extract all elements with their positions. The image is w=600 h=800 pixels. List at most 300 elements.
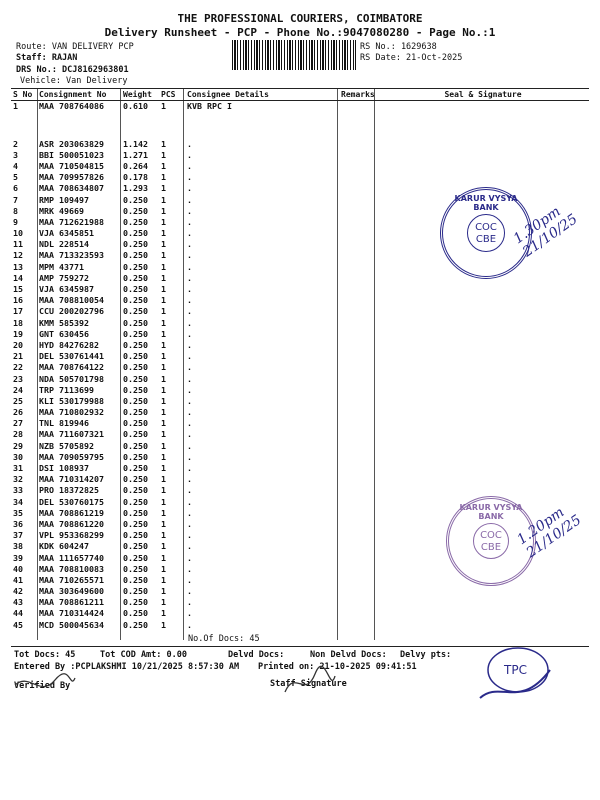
row-pcs: 1 (161, 284, 166, 295)
row-sno: 17 (13, 306, 23, 317)
table-row (11, 161, 589, 172)
row-remarks (339, 206, 377, 217)
row-remarks (339, 217, 377, 228)
table-row (11, 362, 589, 373)
row-remarks (339, 485, 377, 496)
row-weight: 0.250 (123, 250, 148, 261)
table-row (11, 385, 589, 396)
row-sno: 9 (13, 216, 18, 227)
row-pcs: 1 (161, 451, 166, 462)
row-pcs: 1 (161, 586, 166, 597)
row-seal (377, 318, 589, 329)
row-pcs: 1 (161, 183, 166, 194)
row-weight: 0.250 (123, 597, 148, 608)
row-consignment: DEL 530761441 (39, 351, 104, 362)
stamp-ring-text: KARUR VYSYA BANK (459, 503, 523, 521)
row-pcs: 1 (161, 530, 166, 541)
row-pcs: 1 (161, 362, 166, 373)
row-pcs: 1 (161, 440, 166, 451)
row-consignment: GNT 630456 (39, 328, 89, 339)
row-pcs: 1 (161, 597, 166, 608)
row-seal (377, 373, 589, 384)
row-seal (377, 407, 589, 418)
row-weight: 0.250 (123, 418, 148, 429)
row-consignment: MAA 711607321 (39, 429, 104, 440)
col-sno: S No (11, 89, 37, 101)
row-pcs: 1 (161, 339, 166, 350)
row-consignment: MAA 111657740 (39, 552, 104, 563)
row-consignee: . (187, 574, 192, 585)
row-consignment: MCD 500045634 (39, 619, 104, 630)
row-pcs: 1 (161, 496, 166, 507)
row-consignee: . (187, 351, 192, 362)
row-pcs: 1 (161, 563, 166, 574)
row-pcs: 1 (161, 250, 166, 261)
row-sno: 4 (13, 160, 18, 171)
row-consignment: HYD 84276282 (39, 339, 99, 350)
row-sno: 11 (13, 239, 23, 250)
row-remarks (339, 239, 377, 250)
row-consignee: . (187, 518, 192, 529)
row-consignee: . (187, 485, 192, 496)
col-consignment: Consignment No (37, 89, 121, 101)
row-sno: 45 (13, 619, 23, 630)
row-consignment: KDK 604247 (39, 541, 89, 552)
row-weight: 0.250 (123, 216, 148, 227)
verified-by: Verified By (14, 681, 71, 691)
row-remarks (339, 564, 377, 575)
row-consignment: MAA 708810083 (39, 563, 104, 574)
row-pcs: 1 (161, 608, 166, 619)
table-row (11, 418, 589, 429)
row-consignment: MAA 709059795 (39, 451, 104, 462)
row-pcs: 1 (161, 485, 166, 496)
row-pcs: 1 (161, 574, 166, 585)
stamp-note: 1.30pm 21/10/25 (510, 203, 581, 261)
row-weight: 0.250 (123, 574, 148, 585)
row-seal (377, 351, 589, 362)
barcode (232, 40, 356, 70)
row-seal (377, 295, 589, 306)
table-row (11, 318, 589, 329)
row-remarks (339, 362, 377, 373)
row-weight: 0.250 (123, 518, 148, 529)
row-weight: 0.250 (123, 451, 148, 462)
row-remarks (339, 373, 377, 384)
table-row (11, 101, 589, 139)
row-sno: 44 (13, 608, 23, 619)
row-sno: 31 (13, 463, 23, 474)
row-weight: 0.178 (123, 172, 148, 183)
row-weight: 0.250 (123, 407, 148, 418)
table-row (11, 340, 589, 351)
row-consignment: TNL 819946 (39, 418, 89, 429)
row-weight: 0.250 (123, 362, 148, 373)
row-sno: 39 (13, 552, 23, 563)
row-weight: 0.250 (123, 608, 148, 619)
row-consignee: . (187, 608, 192, 619)
row-consignee: . (187, 563, 192, 574)
table-row (11, 407, 589, 418)
row-seal (377, 161, 589, 172)
row-sno: 18 (13, 317, 23, 328)
row-seal (377, 485, 589, 496)
row-remarks (339, 101, 377, 139)
row-seal (377, 608, 589, 619)
delvy-pts: Delvy pts: (400, 650, 452, 660)
row-weight: 0.250 (123, 496, 148, 507)
row-consignee: . (187, 261, 192, 272)
table-row (11, 620, 589, 631)
row-remarks (339, 172, 377, 183)
row-sno: 2 (13, 138, 18, 149)
row-weight: 1.271 (123, 149, 148, 160)
table-row (11, 284, 589, 295)
row-remarks (339, 519, 377, 530)
row-weight: 0.264 (123, 160, 148, 171)
table-header-row (11, 89, 589, 101)
row-pcs: 1 (161, 507, 166, 518)
table-row (11, 452, 589, 463)
rs-number: RS No.: 1629638 (360, 42, 437, 52)
row-sno: 13 (13, 261, 23, 272)
row-weight: 0.250 (123, 463, 148, 474)
tpc-stamp-scribble (470, 640, 560, 710)
row-consignment: DSI 108937 (39, 463, 89, 474)
table-row (11, 150, 589, 161)
row-seal (377, 452, 589, 463)
row-consignment: TRP 7113699 (39, 384, 94, 395)
table-row (11, 597, 589, 608)
row-consignment: CCU 200202796 (39, 306, 104, 317)
row-consignment: MAA 708861211 (39, 597, 104, 608)
row-weight: 0.250 (123, 395, 148, 406)
row-weight: 0.250 (123, 317, 148, 328)
row-weight: 0.250 (123, 384, 148, 395)
tot-docs: Tot Docs: 45 (14, 650, 76, 660)
col-weight: Weight (121, 89, 159, 101)
row-consignment: MAA 303649600 (39, 586, 104, 597)
row-weight: 0.250 (123, 530, 148, 541)
row-consignment: BBI 500051023 (39, 149, 104, 160)
row-consignee: . (187, 541, 192, 552)
row-remarks (339, 441, 377, 452)
row-weight: 0.610 (123, 101, 148, 111)
row-consignee: . (187, 418, 192, 429)
row-remarks (339, 474, 377, 485)
row-sno: 42 (13, 586, 23, 597)
row-remarks (339, 150, 377, 161)
row-remarks (339, 228, 377, 239)
row-consignee: . (187, 295, 192, 306)
table-row (11, 441, 589, 452)
row-sno: 6 (13, 183, 18, 194)
staff-signature: Staff Signature (270, 679, 347, 689)
row-consignee: . (187, 284, 192, 295)
row-consignment: NDL 228514 (39, 239, 89, 250)
row-consignee: . (187, 395, 192, 406)
row-sno: 19 (13, 328, 23, 339)
row-remarks (339, 284, 377, 295)
row-weight: 0.250 (123, 194, 148, 205)
row-consignment: MRK 49669 (39, 205, 84, 216)
route-label: Route: VAN DELIVERY PCP (16, 42, 134, 52)
table-row (11, 608, 589, 619)
row-weight: 0.250 (123, 507, 148, 518)
table-row (11, 485, 589, 496)
row-pcs: 1 (161, 261, 166, 272)
row-pcs: 1 (161, 101, 166, 111)
row-sno: 20 (13, 339, 23, 350)
table-row (11, 172, 589, 183)
row-sno: 43 (13, 597, 23, 608)
row-seal (377, 101, 589, 139)
row-consignment: MAA 708861220 (39, 518, 104, 529)
row-weight: 0.250 (123, 284, 148, 295)
printed-on: Printed on: 21-10-2025 09:41:51 (258, 662, 417, 672)
row-pcs: 1 (161, 474, 166, 485)
row-seal (377, 396, 589, 407)
row-consignment: VJA 6345851 (39, 228, 94, 239)
row-remarks (339, 318, 377, 329)
row-sno: 7 (13, 194, 18, 205)
row-weight: 0.250 (123, 541, 148, 552)
row-consignee: . (187, 451, 192, 462)
row-consignment: MAA 710314207 (39, 474, 104, 485)
row-sno: 8 (13, 205, 18, 216)
row-seal (377, 284, 589, 295)
row-remarks (339, 620, 377, 631)
row-consignment: KLI 530179988 (39, 395, 104, 406)
row-sno: 12 (13, 250, 23, 261)
row-seal (377, 586, 589, 597)
row-pcs: 1 (161, 205, 166, 216)
row-pcs: 1 (161, 216, 166, 227)
row-remarks (339, 139, 377, 150)
row-consignee: . (187, 239, 192, 250)
drs-number: DRS No.: DCJ8162963801 (16, 65, 129, 75)
row-pcs: 1 (161, 194, 166, 205)
row-sno: 23 (13, 373, 23, 384)
row-consignee: . (187, 440, 192, 451)
row-seal (377, 362, 589, 373)
row-seal (377, 306, 589, 317)
row-consignment: MAA 708764086 (39, 101, 104, 111)
row-remarks (339, 250, 377, 261)
row-consignment: MAA 710504815 (39, 160, 104, 171)
row-weight: 0.250 (123, 351, 148, 362)
row-pcs: 1 (161, 295, 166, 306)
row-pcs: 1 (161, 373, 166, 384)
row-consignee: . (187, 373, 192, 384)
row-remarks (339, 418, 377, 429)
row-sno: 15 (13, 284, 23, 295)
table-row (11, 351, 589, 362)
row-consignment: ASR 203063829 (39, 138, 104, 149)
row-consignee: . (187, 216, 192, 227)
row-weight: 0.250 (123, 261, 148, 272)
row-sno: 41 (13, 574, 23, 585)
table-row (11, 463, 589, 474)
row-pcs: 1 (161, 395, 166, 406)
row-consignee: . (187, 552, 192, 563)
row-weight: 0.250 (123, 239, 148, 250)
row-seal (377, 340, 589, 351)
row-remarks (339, 329, 377, 340)
vehicle-label: Vehicle: Van Delivery (20, 76, 128, 86)
row-consignee: KVB RPC I (187, 101, 232, 111)
col-remarks: Remarks (339, 89, 377, 101)
row-sno: 3 (13, 149, 18, 160)
row-weight: 1.142 (123, 138, 148, 149)
row-consignment: PRO 18372825 (39, 485, 99, 496)
row-consignment: MAA 713323593 (39, 250, 104, 261)
row-consignment: RMP 109497 (39, 194, 89, 205)
row-sno: 29 (13, 440, 23, 451)
staff-label: Staff: RAJAN (16, 53, 78, 63)
row-seal (377, 418, 589, 429)
row-weight: 0.250 (123, 373, 148, 384)
row-pcs: 1 (161, 351, 166, 362)
row-consignee: . (187, 328, 192, 339)
row-weight: 0.250 (123, 339, 148, 350)
row-remarks (339, 541, 377, 552)
row-pcs: 1 (161, 160, 166, 171)
row-remarks (339, 262, 377, 273)
row-consignee: . (187, 228, 192, 239)
row-remarks (339, 351, 377, 362)
row-pcs: 1 (161, 518, 166, 529)
row-pcs: 1 (161, 407, 166, 418)
row-consignment: VJA 6345987 (39, 284, 94, 295)
row-consignment: MAA 710802932 (39, 407, 104, 418)
stamp-center: COC CBE (473, 523, 510, 560)
stamp-center: COC CBE (467, 214, 505, 252)
row-consignee: . (187, 339, 192, 350)
col-consignee: Consignee Details (185, 89, 339, 101)
stamp-ring-text: KARUR VYSYA BANK (454, 194, 518, 212)
row-seal (377, 429, 589, 440)
row-seal (377, 329, 589, 340)
row-remarks (339, 552, 377, 563)
row-consignment: MAA 710314424 (39, 608, 104, 619)
row-pcs: 1 (161, 463, 166, 474)
row-consignment: DEL 530760175 (39, 496, 104, 507)
row-consignee: . (187, 429, 192, 440)
row-sno: 5 (13, 172, 18, 183)
row-consignment: MAA 709957826 (39, 172, 104, 183)
row-sno: 24 (13, 384, 23, 395)
row-remarks (339, 508, 377, 519)
row-weight: 0.250 (123, 619, 148, 630)
row-sno: 16 (13, 295, 23, 306)
row-remarks (339, 575, 377, 586)
row-sno: 33 (13, 485, 23, 496)
row-sno: 21 (13, 351, 23, 362)
row-consignee: . (187, 530, 192, 541)
row-sno: 38 (13, 541, 23, 552)
row-consignee: . (187, 586, 192, 597)
row-remarks (339, 530, 377, 541)
row-weight: 0.250 (123, 563, 148, 574)
row-consignee: . (187, 172, 192, 183)
row-sno: 28 (13, 429, 23, 440)
row-pcs: 1 (161, 619, 166, 630)
table-row (11, 295, 589, 306)
row-weight: 0.250 (123, 306, 148, 317)
row-consignee: . (187, 384, 192, 395)
row-remarks (339, 429, 377, 440)
row-pcs: 1 (161, 552, 166, 563)
table-row (11, 329, 589, 340)
row-weight: 1.293 (123, 183, 148, 194)
row-remarks (339, 463, 377, 474)
row-sno: 22 (13, 362, 23, 373)
row-sno: 40 (13, 563, 23, 574)
row-sno: 25 (13, 395, 23, 406)
row-consignee: . (187, 362, 192, 373)
row-consignment: MAA 708861219 (39, 507, 104, 518)
row-sno: 27 (13, 418, 23, 429)
row-consignee: . (187, 619, 192, 630)
row-sno: 35 (13, 507, 23, 518)
row-consignment: MAA 708764122 (39, 362, 104, 373)
row-consignment: VPL 953368299 (39, 530, 104, 541)
row-sno: 34 (13, 496, 23, 507)
row-consignee: . (187, 496, 192, 507)
row-seal (377, 139, 589, 150)
row-sno: 26 (13, 407, 23, 418)
row-pcs: 1 (161, 306, 166, 317)
row-seal (377, 474, 589, 485)
row-consignee: . (187, 183, 192, 194)
col-pcs: PCS (159, 89, 185, 101)
row-pcs: 1 (161, 429, 166, 440)
row-seal (377, 385, 589, 396)
table-row (11, 586, 589, 597)
row-consignee: . (187, 306, 192, 317)
row-weight: 0.250 (123, 440, 148, 451)
row-weight: 0.250 (123, 272, 148, 283)
col-seal-signature: Seal & Signature (377, 89, 589, 101)
row-remarks (339, 385, 377, 396)
row-remarks (339, 295, 377, 306)
row-weight: 0.250 (123, 474, 148, 485)
row-consignment: AMP 759272 (39, 272, 89, 283)
row-remarks (339, 183, 377, 194)
row-remarks (339, 306, 377, 317)
row-consignment: MAA 708810054 (39, 295, 104, 306)
row-consignment: KMM 585392 (39, 317, 89, 328)
row-consignment: MPM 43771 (39, 261, 84, 272)
verified-signature (10, 670, 80, 700)
row-sno: 30 (13, 451, 23, 462)
company-title: THE PROFESSIONAL COURIERS, COIMBATORE (177, 12, 423, 25)
row-pcs: 1 (161, 328, 166, 339)
row-consignment: MAA 712621988 (39, 216, 104, 227)
row-remarks (339, 586, 377, 597)
row-weight: 0.250 (123, 328, 148, 339)
row-sno: 36 (13, 518, 23, 529)
row-seal (377, 150, 589, 161)
row-pcs: 1 (161, 239, 166, 250)
svg-text:TPC: TPC (504, 663, 527, 677)
row-pcs: 1 (161, 228, 166, 239)
stamp-note: 1.20pm 21/10/25 (514, 504, 585, 562)
row-seal (377, 463, 589, 474)
row-pcs: 1 (161, 317, 166, 328)
tot-cod: Tot COD Amt: 0.00 (100, 650, 187, 660)
